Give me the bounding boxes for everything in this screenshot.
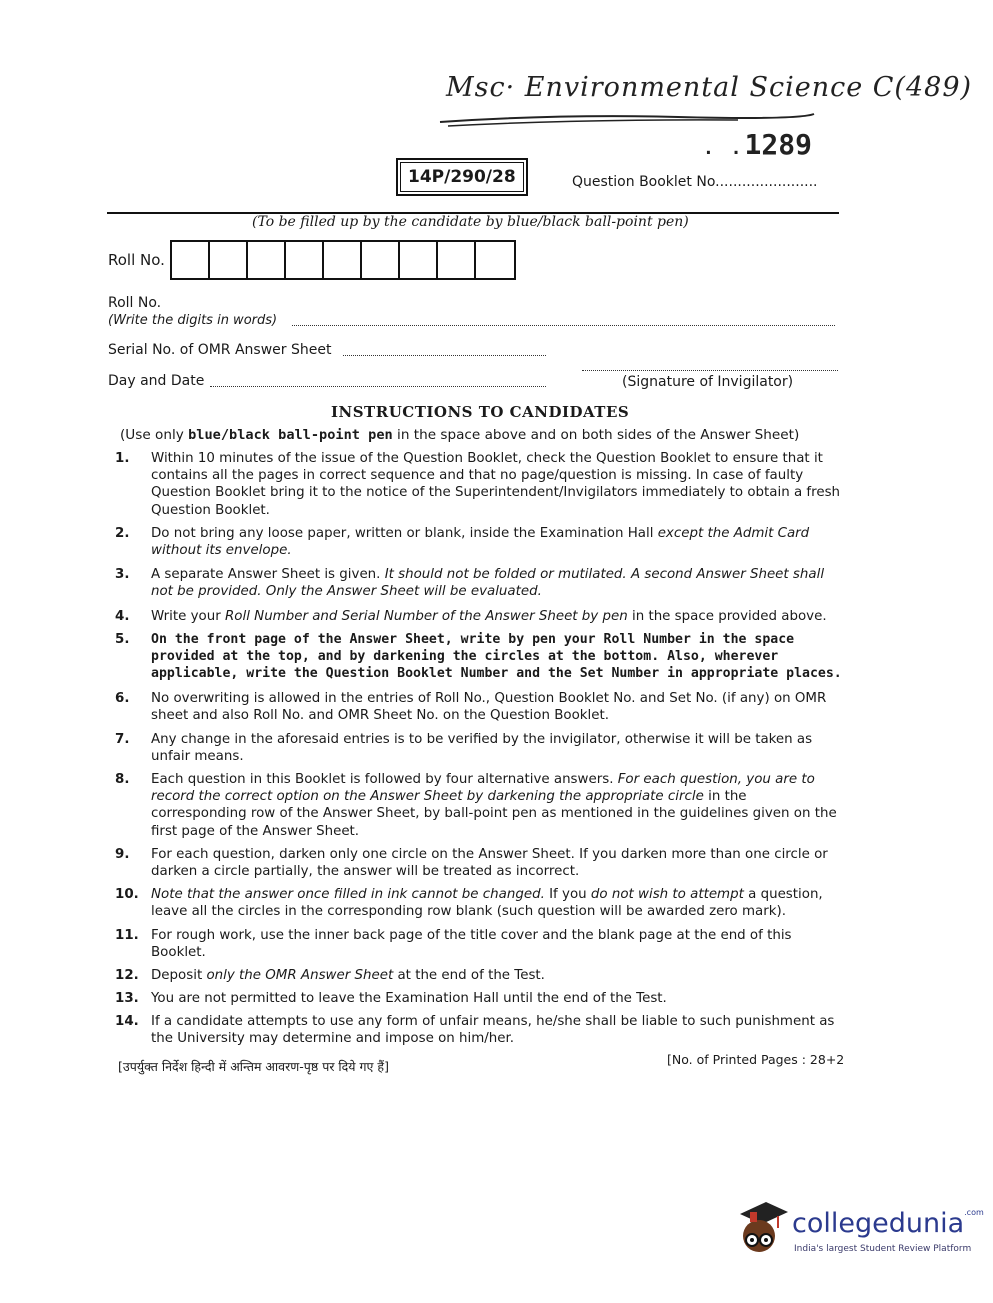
item-text: You are not permitted to leave the Examination Hall until the end of the Test. <box>151 991 667 1006</box>
brand-name: collegedunia <box>792 1208 965 1239</box>
instruction-item-2 <box>115 525 845 559</box>
roll-digit-box[interactable] <box>438 242 476 278</box>
instruction-item-13 <box>115 990 845 1007</box>
item-number: 4. <box>115 609 130 624</box>
item-text: If a candidate attempts to use any form of unfair means, he/she shall be liable to such punishment as the University may determine and impose on him/her. <box>151 1014 835 1047</box>
item-text: Within 10 minutes of the issue of the Question Booklet, check the Question Booklet to ensure that it contains all the pages in correct sequence and that no page/question is missing. In case of faulty Question Booklet bring it to the notice of the Superintendent/Invigilators immediately to obtain a fresh Question Booklet. <box>151 451 841 518</box>
item-number: 12. <box>115 968 139 983</box>
collegedunia-brand <box>792 1208 984 1239</box>
item-number: 7. <box>115 732 130 747</box>
item-number: 1. <box>115 451 130 466</box>
item-text: No overwriting is allowed in the entries of Roll No., Question Booklet No. and Set No. (if any) on OMR sheet and also Roll No. and OMR Sheet No. on the Question Booklet. <box>151 691 827 724</box>
item-text: Write your <box>151 609 225 624</box>
handwriting-underline <box>438 108 818 128</box>
item-text-italic: except the Admit Card without its envelope. <box>151 526 810 559</box>
item-text-post: at the end of the Test. <box>393 968 545 983</box>
day-date-line[interactable] <box>210 386 546 387</box>
instructions-title: INSTRUCTIONS TO CANDIDATES <box>331 403 630 421</box>
hindi-note: [उपर्युक्त निर्देश हिन्दी में अन्तिम आवरण-पृष्ठ पर दिये गए हैं] <box>118 1059 389 1074</box>
item-text-italic: Note that the answer once filled in ink cannot be changed. <box>151 887 545 902</box>
item-text-post: in the corresponding row of the Answer Sheet, by ball-point pen as mentioned in the guidelines given on the first page of the Answer Sheet. <box>151 789 837 839</box>
item-number: 8. <box>115 772 130 787</box>
subtitle-bold: blue/black ball-point pen <box>188 427 393 443</box>
signature-line[interactable] <box>582 370 838 371</box>
item-text: Each question in this Booklet is followed by four alternative answers. <box>151 772 618 787</box>
item-number: 9. <box>115 847 130 862</box>
roll-digit-box[interactable] <box>286 242 324 278</box>
instruction-item-14 <box>115 1013 845 1047</box>
roll-words-line[interactable] <box>292 325 835 326</box>
item-text-post: in the space provided above. <box>627 609 827 624</box>
instruction-item-4 <box>115 608 845 625</box>
item-text: On the front page of the Answer Sheet, write by pen your Roll Number in the space provided at the top, and by darkening the circles at the bottom. Also, wherever applicable, write the Question Booklet Number and the Set Number in appropriate places. <box>151 632 842 682</box>
item-text-italic: It should not be folded or mutilated. A second Answer Sheet shall not be provided. Only the Answer Sheet will be evaluated. <box>151 567 825 600</box>
item-number: 10. <box>115 887 139 902</box>
item-text-italic: Roll Number and Serial Number of the Answer Sheet by pen <box>224 609 628 624</box>
subtitle-pre: (Use only <box>120 427 189 443</box>
paper-code: 14P/290/28 <box>408 167 516 187</box>
item-number: 2. <box>115 526 130 541</box>
roll-digit-box[interactable] <box>324 242 362 278</box>
item-text: For each question, darken only one circle on the Answer Sheet. If you darken more than one circle or darken a circle partially, the answer will be treated as incorrect. <box>151 847 828 880</box>
instruction-item-7 <box>115 731 845 765</box>
item-text: Deposit <box>151 968 207 983</box>
collegedunia-tagline: India's largest Student Review Platform <box>794 1244 972 1254</box>
serial-label: Serial No. of OMR Answer Sheet <box>108 342 332 358</box>
subtitle-post: in the space above and on both sides of the Answer Sheet) <box>392 427 800 443</box>
item-text: For rough work, use the inner back page of the title cover and the blank page at the end of this Booklet. <box>151 928 792 961</box>
item-number: 14. <box>115 1014 139 1029</box>
printed-pages: [No. of Printed Pages : 28+2 <box>667 1052 845 1067</box>
day-date-label: Day and Date <box>108 373 205 389</box>
roll-no-label: Roll No. <box>108 251 165 269</box>
brand-suffix: .com <box>964 1208 984 1217</box>
instruction-item-11 <box>115 927 845 961</box>
instruction-item-5 <box>115 631 845 683</box>
instruction-item-1 <box>115 450 845 519</box>
roll-words-hint: (Write the digits in words) <box>108 313 278 328</box>
instruction-item-9 <box>115 846 845 880</box>
roll-digit-box[interactable] <box>210 242 248 278</box>
instructions-subtitle <box>120 427 799 443</box>
instruction-item-12 <box>115 967 845 984</box>
roll-digit-box[interactable] <box>476 242 514 278</box>
item-number: 6. <box>115 691 130 706</box>
item-text: A separate Answer Sheet is given. <box>151 567 385 582</box>
signature-label: (Signature of Invigilator) <box>622 374 794 390</box>
item-text-italic-2: do not wish to attempt <box>590 887 744 902</box>
instruction-item-6 <box>115 690 845 724</box>
item-text-post: a question, leave all the circles in the corresponding row blank (such question will be awarded zero mark). <box>151 887 823 920</box>
roll-digit-box[interactable] <box>172 242 210 278</box>
item-text: If you <box>544 887 591 902</box>
instruction-item-3 <box>115 566 845 600</box>
fill-note: (To be filled up by the candidate by blue/black ball-point pen) <box>252 214 689 230</box>
roll-digit-box[interactable] <box>248 242 286 278</box>
item-text: Do not bring any loose paper, written or blank, inside the Examination Hall <box>151 526 658 541</box>
item-number: 13. <box>115 991 139 1006</box>
instruction-item-10 <box>115 886 845 920</box>
item-text-italic: only the OMR Answer Sheet <box>206 968 394 983</box>
item-number: 3. <box>115 567 130 582</box>
paper-code-box <box>396 158 528 196</box>
booklet-number: . .1289 <box>703 128 812 161</box>
item-text-italic: For each question, you are to record the correct option on the Answer Sheet by darkening the appropriate circle <box>151 772 815 805</box>
item-number: 5. <box>115 632 130 647</box>
instruction-item-8 <box>115 771 845 840</box>
item-number: 11. <box>115 928 139 943</box>
serial-line[interactable] <box>343 355 546 356</box>
roll-digit-box[interactable] <box>362 242 400 278</box>
item-text: Any change in the aforesaid entries is to be verified by the invigilator, otherwise it will be taken as unfair means. <box>151 732 813 765</box>
roll-digit-box[interactable] <box>400 242 438 278</box>
roll-words-label: Roll No. <box>108 295 162 311</box>
handwritten-course-title: Msc· Environmental Science C(489) <box>446 72 973 103</box>
roll-no-boxes[interactable] <box>170 240 516 280</box>
question-booklet-no-label: Question Booklet No....................... <box>572 174 818 190</box>
collegedunia-mascot-icon <box>732 1198 790 1256</box>
